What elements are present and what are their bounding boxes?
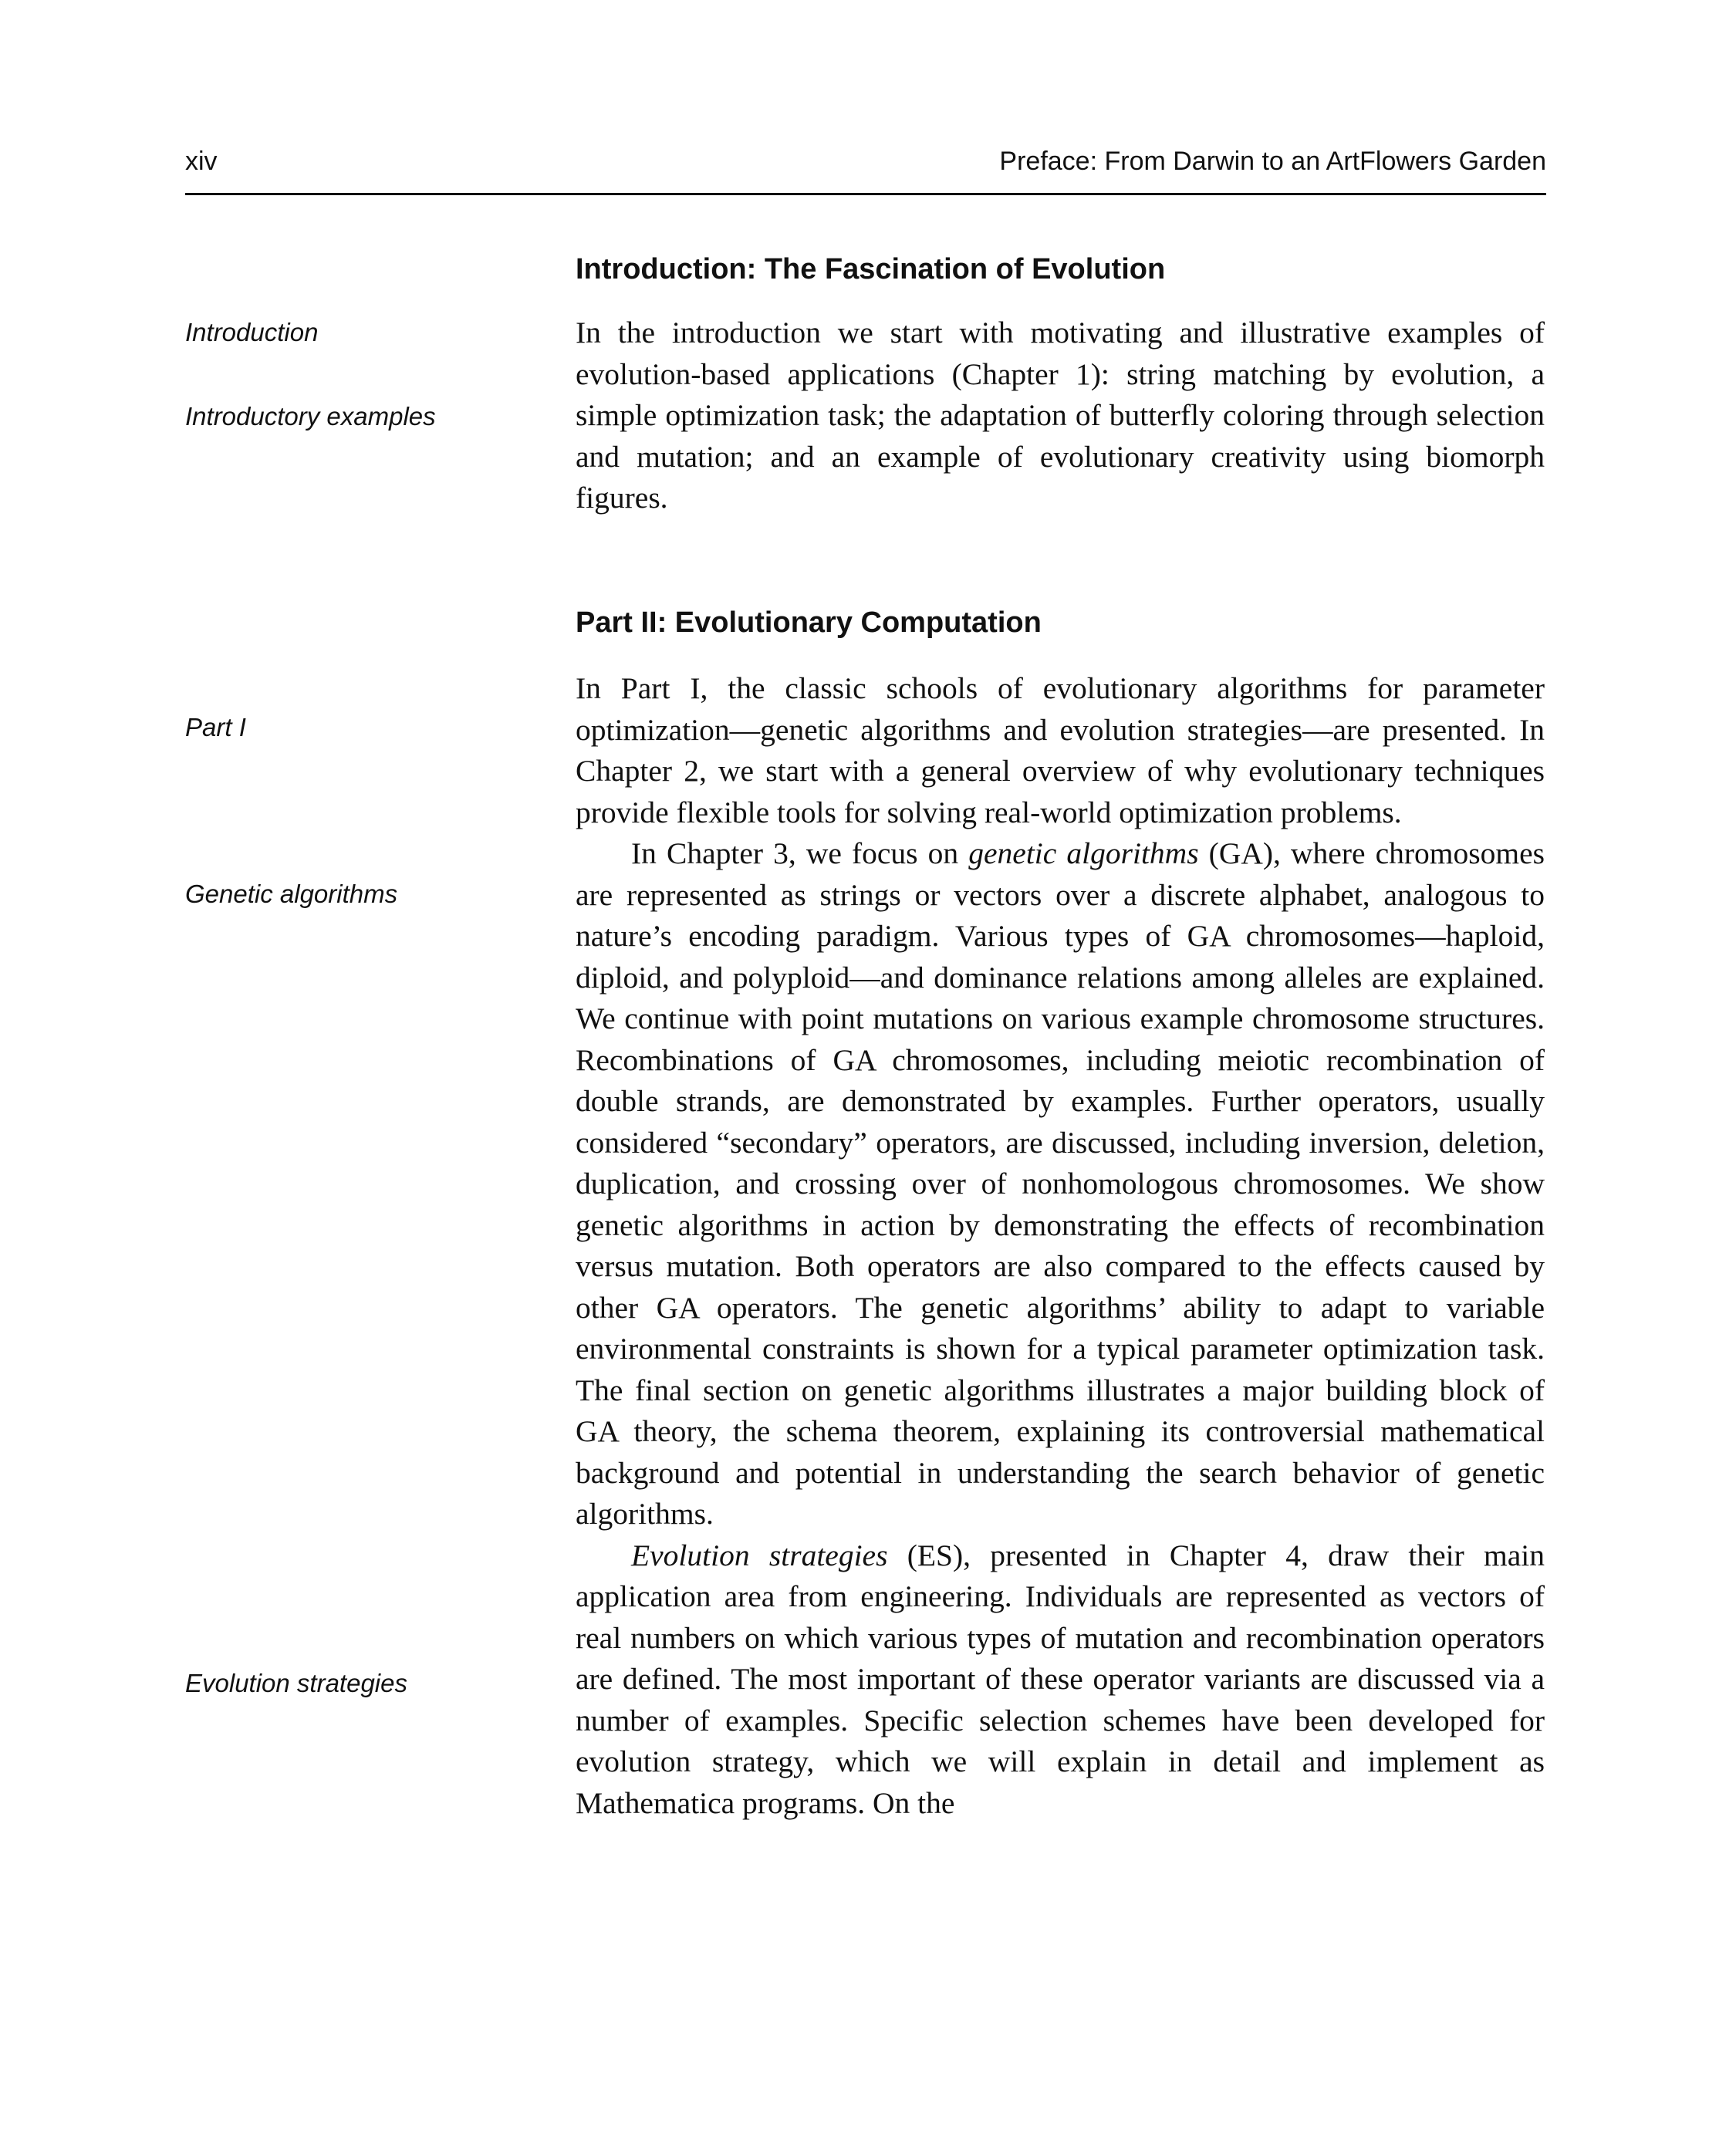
- header-rule: [185, 193, 1546, 195]
- text-run: (GA), where chromosomes are represented as strings or vectors over a discrete alphabet, analogous to nature’s encoding paradigm. Various types of GA chromosomes—haploid, diploid, and polyploid—and dominance relations among alleles are explained. We continue with point mutations on various example chromosome structures. Recombinations of GA chromosomes, including meiotic recombination of double strands, are demonstrated by examples. Further operators, usually considered “secondary” operators, are discussed, including inversion, deletion, duplication, and crossing over of nonhomologous chromosomes. We show genetic algorithms in action by demonstrating the effects of recombination versus mutation. Both operators are also compared to the effects caused by other GA operators. The genetic algorithms’ ability to adapt to variable environmental constraints is shown for a typical parameter optimization task. The final section on genetic algorithms illustrates a major building block of GA theory, the schema theorem, explaining its controversial mathematical background and potential in understanding the search behavior of genetic algorithms.: [576, 836, 1545, 1531]
- introduction-body: [576, 312, 1545, 519]
- running-header: [185, 147, 1546, 193]
- emphasized-term: genetic algorithms: [968, 836, 1199, 870]
- text-run: (ES), presented in Chapter 4, draw their main application area from engineering. Individuals are represented as vectors of real numbers on which various types of mutation and recombination operators are defined. The most important of these operator variants are discussed via a number of examples. Specific selection schemes have been developed for evolution strategy, which we will explain in detail and implement as Mathematica programs. On the: [576, 1538, 1545, 1820]
- text-run: In Chapter 3, we focus on: [631, 836, 969, 870]
- emphasized-term: Evolution strategies: [631, 1538, 888, 1572]
- paragraph-evolution-strategies: [576, 1535, 1545, 1825]
- part-ii-body: [576, 668, 1545, 1824]
- running-title: Preface: From Darwin to an ArtFlowers Garden: [999, 147, 1546, 176]
- margin-note-genetic-algorithms: Genetic algorithms: [185, 880, 398, 908]
- margin-note-part-i: Part I: [185, 713, 246, 741]
- section-heading-part-ii: Part II: Evolutionary Computation: [576, 606, 1042, 639]
- paragraph: In the introduction we start with motivating and illustrative examples of evolution-based applications (Chapter 1): string matching by evolution, a simple optimization task; the adaptation of butterfly coloring through selection and mutation; and an example of evolutionary creativity using biomorph figures.: [576, 316, 1545, 515]
- margin-note-evolution-strategies: Evolution strategies: [185, 1669, 407, 1697]
- margin-note-introduction: Introduction: [185, 318, 319, 346]
- page-number: xiv: [185, 147, 218, 176]
- paragraph-genetic-algorithms: [576, 833, 1545, 1535]
- margin-note-introductory-examples: Introductory examples: [185, 402, 436, 431]
- section-heading-introduction: Introduction: The Fascination of Evolution: [576, 253, 1166, 285]
- paragraph: In Part I, the classic schools of evolutionary algorithms for parameter optimization—genetic algorithms and evolution strategies—are presented. In Chapter 2, we start with a general overview of why evolutionary techniques provide flexible tools for solving real-world optimization problems.: [576, 671, 1545, 829]
